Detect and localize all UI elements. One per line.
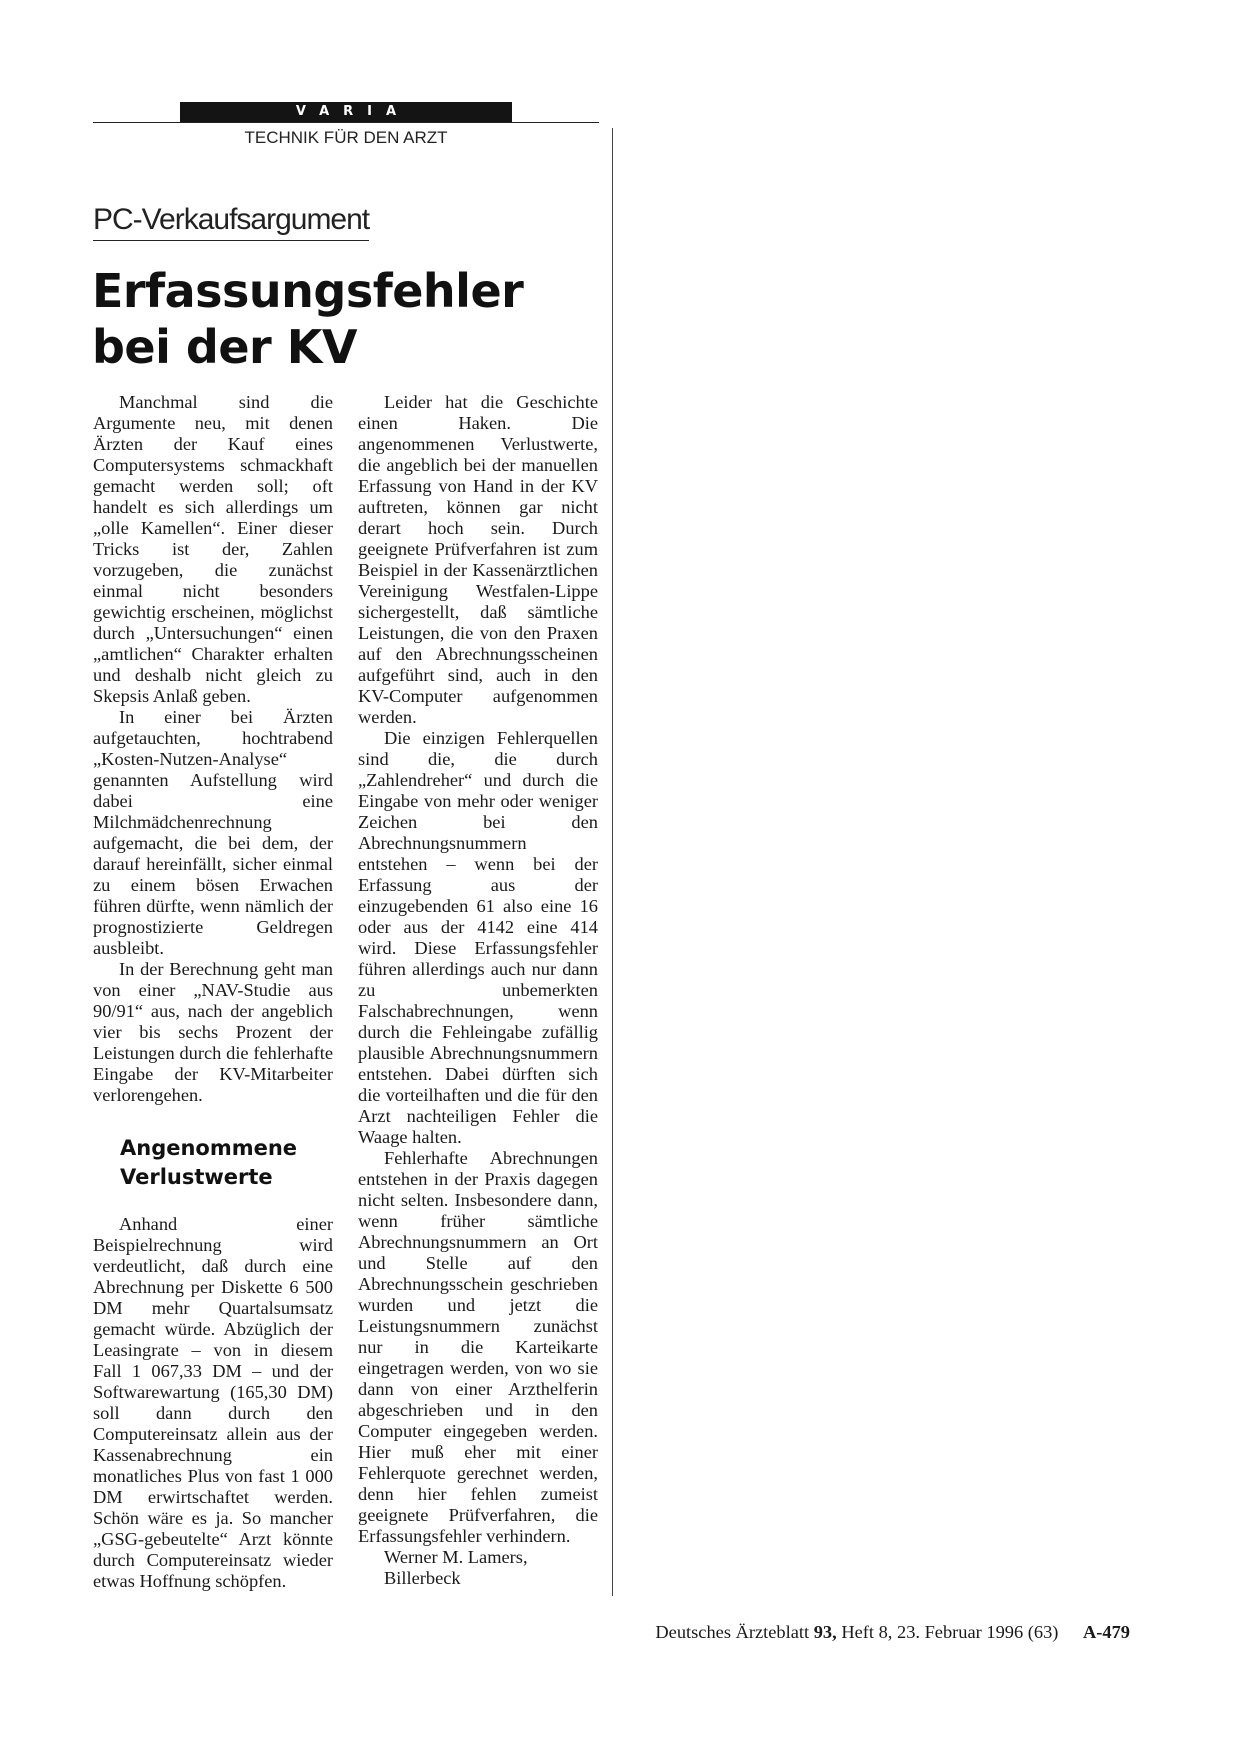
- journal-name: Deutsches Ärzteblatt: [655, 1622, 810, 1642]
- body-paragraph: Leider hat die Geschichte einen Haken. Die angenommenen Verlustwerte, die angeblich bei der manuellen Erfassung von Hand in der KV auftreten, können gar nicht derart hoch sein. Durch geeignete Prüfverfahren ist zum Beispiel in der Kassenärztlichen Vereinigung Westfalen-Lippe sichergestellt, daß sämtliche Leistungen, die von den Praxen auf den Abrechnungsscheinen aufgeführt sind, auch in den KV-Computer aufgenommen werden.: [358, 392, 598, 727]
- article-kicker: PC-Verkaufsargument: [93, 201, 369, 241]
- issue-date: Heft 8, 23. Februar 1996 (63): [841, 1622, 1059, 1642]
- section-subtitle: TECHNIK FÜR DEN ARZT: [244, 128, 448, 147]
- article-headline: [92, 263, 612, 375]
- section-banner: VARIA: [180, 102, 512, 122]
- body-paragraph: Anhand einer Beispielrechnung wird verdeutlicht, daß durch eine Abrechnung per Diskette 6 500 DM mehr Quartalsumsatz gemacht würde. Abzüglich der Leasingrate – von in diesem Fall 1 067,33 DM – und der Softwarewartung (165,30 DM) soll dann durch den Computereinsatz allein aus der Kassenabrechnung ein monatliches Plus von fast 1 000 DM erwirtschaftet werden. Schön wäre es ja. So mancher „GSG-gebeutelte“ Arzt könnte durch Computereinsatz wieder etwas Hoffnung schöpfen.: [93, 1214, 333, 1591]
- headline-line-2: bei der KV: [92, 320, 357, 374]
- header-rule: [93, 122, 599, 123]
- column-divider: [612, 128, 613, 1596]
- left-column: [93, 392, 333, 1106]
- body-paragraph: Manchmal sind die Argumente neu, mit denen Ärzten der Kauf eines Computersystems schmackhaft gemacht werden soll; oft handelt es sich allerdings um „olle Kamellen“. Einer dieser Tricks ist der, Zahlen vorzugeben, die zunächst einmal nicht besonders gewichtig erscheinen, möglichst durch „Untersuchungen“ einen „amtlichen“ Charakter erhalten und deshalb nicht gleich zu Skepsis Anlaß geben.: [93, 392, 333, 706]
- body-paragraph: Die einzigen Fehlerquellen sind die, die durch „Zahlendreher“ und durch die Eingabe von mehr oder weniger Zeichen bei den Abrechnungsnummern entstehen – wenn bei der Erfassung aus der einzugebenden 61 also eine 16 oder aus der 4142 eine 414 wird. Diese Erfassungsfehler führen allerdings auch nur dann zu unbemerkten Falschabrechnungen, wenn durch die Fehleingabe zufällig plausible Abrechnungsnummern entstehen. Dabei dürften sich die vorteilhaften und die für den Arzt nachteiligen Fehler die Waage halten.: [358, 728, 598, 1147]
- headline-line-1: Erfassungsfehler: [92, 264, 524, 318]
- left-column-lower: [93, 1214, 333, 1592]
- body-paragraph: In der Berechnung geht man von einer „NAV-Studie aus 90/91“ aus, nach der angeblich vier bis sechs Prozent der Leistungen durch die fehlerhafte Eingabe der KV-Mitarbeiter verlorengehen.: [93, 959, 333, 1105]
- page-number: A-479: [1083, 1622, 1130, 1642]
- subheading-line-1: Angenommene: [120, 1136, 298, 1160]
- author-signature: [358, 1547, 598, 1589]
- author-location: Billerbeck: [384, 1568, 461, 1588]
- journal-volume: 93,: [813, 1622, 837, 1642]
- subheading-line-2: Verlustwerte: [120, 1165, 273, 1189]
- body-paragraph: In einer bei Ärzten aufgetauchten, hochtrabend „Kosten-Nutzen-Analyse“ genannten Aufstellung wird dabei eine Milchmädchenrechnung aufgemacht, die bei dem, der darauf hereinfällt, sicher einmal zu einem bösen Erwachen führen dürfte, wenn nämlich der prognostizierte Geldregen ausbleibt.: [93, 707, 333, 958]
- page-footer: [655, 1622, 1130, 1643]
- author-name: Werner M. Lamers,: [384, 1547, 528, 1567]
- body-paragraph: Fehlerhafte Abrechnungen entstehen in der Praxis dagegen nicht selten. Insbesondere dann, wenn früher sämtliche Abrechnungsnummern an Ort und Stelle auf den Abrechnungsschein geschrieben wurden und jetzt die Leistungsnummern zunächst nur in die Karteikarte eingetragen werden, von wo sie dann von einer Arzthelferin abgeschrieben und in den Computer eingegeben werden. Hier muß eher mit einer Fehlerquote gerechnet werden, denn hier fehlen zumeist geeignete Prüfverfahren, die Erfassungsfehler verhindern.: [358, 1148, 598, 1546]
- right-column: [358, 392, 598, 1589]
- article-subheading: [120, 1134, 297, 1192]
